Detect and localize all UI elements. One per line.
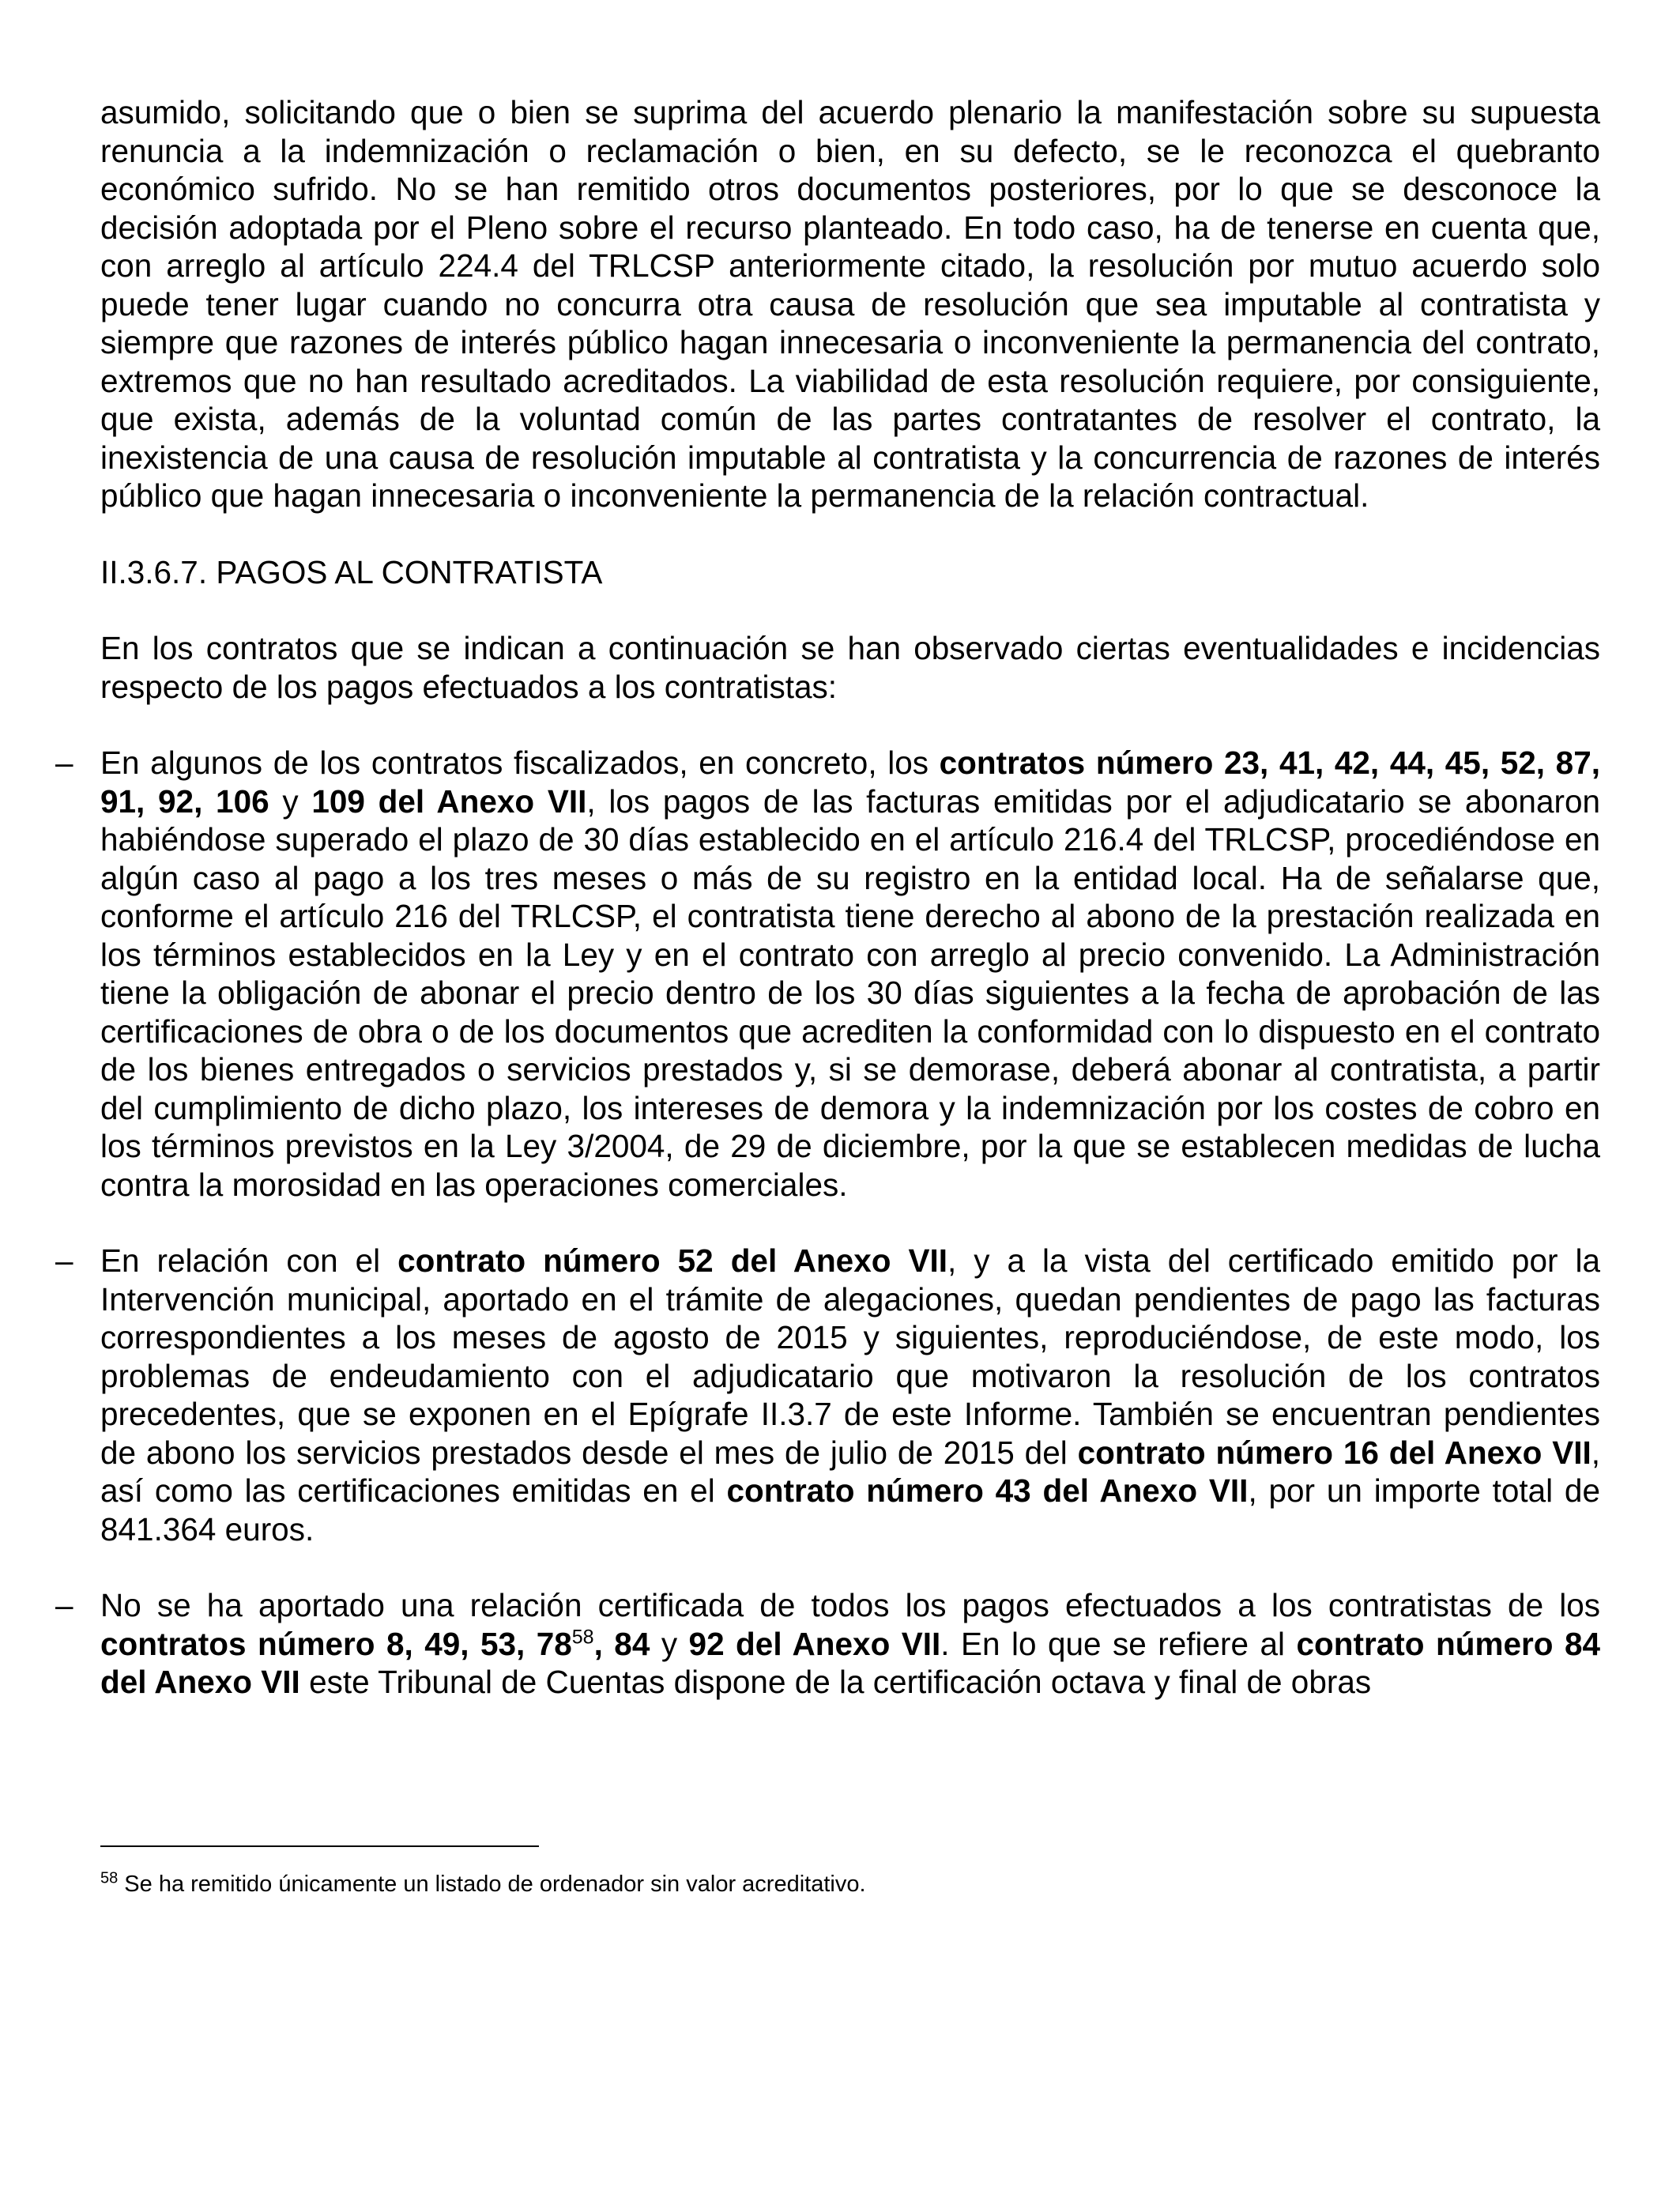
item-text: , por un importe total de 841.364 euros. bbox=[100, 1472, 1600, 1547]
item-text: , y a la vista del certificado emitido por la Intervención municipal, aportado en el trámite de alegaciones, quedan pendientes de pago las facturas correspondientes a los meses de agosto de 2015 y siguientes, reproduciéndose, de este modo, los problemas de endeudamiento con el adjudicatario que motivaron la resolución de los contratos precedentes, que se exponen en el Epígrafe II.3.7 de este Informe. También se encuentran pendientes de abono los servicios prestados desde el mes de julio de 2015 del bbox=[100, 1242, 1600, 1471]
item-text: , los pagos de las facturas emitidas por el adjudicatario se abonaron habiéndose superado el plazo de 30 días establecido en el artículo 216.4 del TRLCSP, procediéndose en algún caso al pago a los tres meses o más de su registro en la entidad local. Ha de señalarse que, conforme el artículo 216 del TRLCSP, el contratista tiene derecho al abono de la prestación realizada en los términos establecidos en la Ley y en el contrato con arreglo al precio convenido. La Administración tiene la obligación de abonar el precio dentro de los 30 días siguientes a la fecha de aprobación de las certificaciones de obra o de los documentos que acrediten la conformidad con lo dispuesto en el contrato de los bienes entregados o servicios prestados y, si se demorase, deberá abonar al contratista, a partir del cumplimiento de dicho plazo, los intereses de demora y la indemnización por los costes de cobro en los términos previstos en la Ley 3/2004, de 29 de diciembre, por la que se establecen medidas de lucha contra la morosidad en las operaciones comerciales. bbox=[100, 782, 1600, 1203]
footnote-reference[interactable]: 58 bbox=[571, 1626, 594, 1648]
item-bold-text: 92 del Anexo VII bbox=[688, 1625, 941, 1662]
item-text: y bbox=[650, 1625, 689, 1662]
footnote-separator bbox=[100, 1845, 539, 1847]
list-dash-marker: – bbox=[55, 745, 73, 781]
document-page bbox=[55, 93, 1601, 1740]
lead-paragraph: En los contratos que se indican a continuación se han observado ciertas eventualidades e incidencias respecto de los pagos efectuados a los contratistas: bbox=[100, 630, 1600, 705]
item-text: En algunos de los contratos fiscalizados, en concreto, los bbox=[100, 745, 940, 781]
item-text: No se ha aportado una relación certificada de todos los pagos efectuados a los contratistas de los bbox=[100, 1587, 1600, 1623]
payment-incidents-list bbox=[55, 744, 1601, 1702]
list-dash-marker: – bbox=[55, 1587, 73, 1623]
item-bold-text: contratos número 23, 41, 42, 44, 45, 52, 87, 91, 92, 106 bbox=[100, 745, 1600, 820]
item-text: y bbox=[269, 782, 312, 820]
item-bold-text: contrato número 43 del Anexo VII bbox=[726, 1472, 1249, 1509]
item-text: , así como las certificaciones emitidas en el bbox=[100, 1434, 1600, 1509]
item-text: este Tribunal de Cuentas dispone de la certificación octava y final de obras bbox=[299, 1664, 1372, 1700]
item-text: . En lo que se refiere al bbox=[940, 1625, 1297, 1662]
intro-paragraph: asumido, solicitando que o bien se suprima del acuerdo plenario la manifestación sobre su supuesta renuncia a la indemnización o reclamación o bien, en su defecto, se le reconozca el quebranto económico sufrido. No se han remitido otros documentos posteriores, por lo que se desconoce la decisión adoptada por el Pleno sobre el recurso planteado. En todo caso, ha de tenerse en cuenta que, con arreglo al artículo 224.4 del TRLCSP anteriormente citado, la resolución por mutuo acuerdo solo puede tener lugar cuando no concurra otra causa de resolución que sea imputable al contratista y siempre que razones de interés público hagan innecesaria o inconveniente la permanencia del contrato, extremos que no han resultado acreditados. La viabilidad de esta resolución requiere, por consiguiente, que exista, además de la voluntad común de las partes contratantes de resolver el contrato, la inexistencia de una causa de resolución imputable al contratista y la concurrencia de razones de interés público que hagan innecesaria o inconveniente la permanencia de la relación contractual. bbox=[100, 94, 1600, 514]
item-bold-text: contrato número 16 del Anexo VII bbox=[1077, 1434, 1591, 1471]
item-bold-text: , 84 bbox=[593, 1625, 650, 1662]
list-item-late-payments bbox=[55, 744, 1600, 1204]
footnote-text: Se ha remitido únicamente un listado de ordenador sin valor acreditativo. bbox=[118, 1872, 866, 1897]
list-dash-marker: – bbox=[55, 1242, 73, 1279]
section-heading: II.3.6.7. PAGOS AL CONTRATISTA bbox=[100, 553, 603, 590]
item-bold-text: 109 del Anexo VII bbox=[311, 782, 587, 820]
footnote bbox=[100, 1870, 1600, 1898]
item-text: En relación con el bbox=[100, 1242, 398, 1279]
item-bold-text: contratos número 8, 49, 53, 78 bbox=[100, 1625, 572, 1662]
item-bold-text: contrato número 52 del Anexo VII bbox=[397, 1242, 947, 1279]
item-bold-text: contrato número 84 del Anexo VII bbox=[100, 1625, 1601, 1700]
list-item-missing-certification bbox=[55, 1586, 1601, 1702]
footnote-number: 58 bbox=[100, 1869, 119, 1887]
list-item-pending-invoices bbox=[55, 1242, 1600, 1548]
